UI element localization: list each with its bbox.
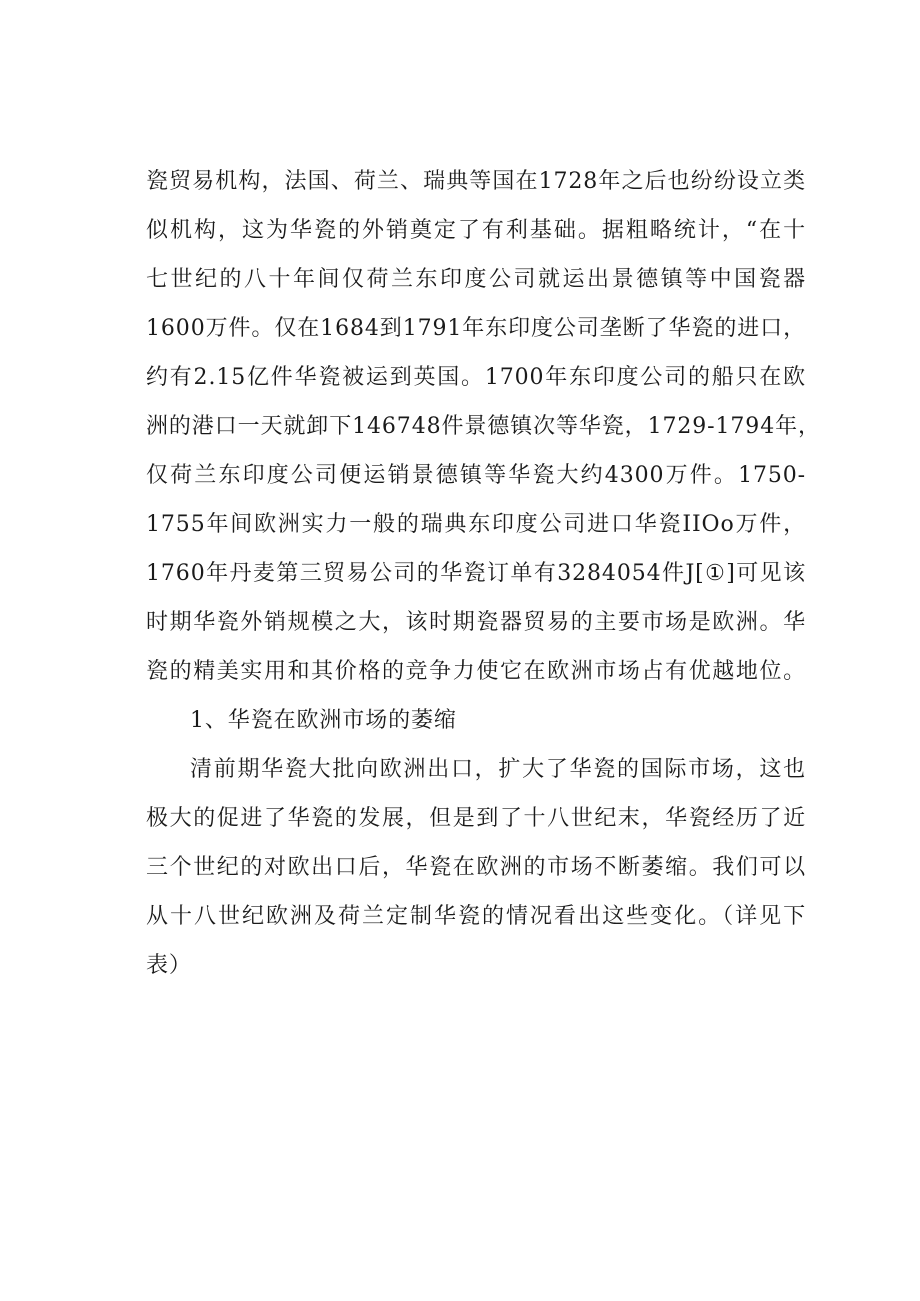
paragraph-1-line: 约有2.15亿件华瓷被运到英国。1700年东印度公司的船只在欧 xyxy=(146,365,806,390)
paragraph-1-line: 洲的港口一天就卸下146748件景德镇次等华瓷，1729-1794年， xyxy=(146,414,821,439)
paragraph-1-line: 1600万件。仅在1684到1791年东印度公司垄断了华瓷的进口， xyxy=(146,316,806,341)
paragraph-2-line: 三个世纪的对欧出口后，华瓷在欧洲的市场不断萎缩。我们可以 xyxy=(146,855,806,880)
paragraph-2-line: 极大的促进了华瓷的发展，但是到了十八世纪末，华瓷经历了近 xyxy=(146,806,806,831)
paragraph-1-line: 似机构，这为华瓷的外销奠定了有利基础。据粗略统计，“在十 xyxy=(146,218,806,243)
paragraph-2-line: 清前期华瓷大批向欧洲出口，扩大了华瓷的国际市场，这也 xyxy=(190,757,806,782)
paragraph-1-line: 时期华瓷外销规模之大，该时期瓷器贸易的主要市场是欧洲。华 xyxy=(146,610,806,635)
paragraph-2-line: 从十八世纪欧洲及荷兰定制华瓷的情况看出这些变化。（详见下 xyxy=(146,904,806,929)
paragraph-1-line: 瓷的精美实用和其价格的竞争力使它在欧洲市场占有优越地位。 xyxy=(146,659,806,684)
paragraph-2-line: 表） xyxy=(146,953,192,978)
paragraph-1-line: 瓷贸易机构，法国、荷兰、瑞典等国在1728年之后也纷纷设立类 xyxy=(146,169,806,194)
paragraph-1-line: 1760年丹麦第三贸易公司的华瓷订单有3284054件J[①]可见该 xyxy=(146,561,806,586)
paragraph-1-line: 七世纪的八十年间仅荷兰东印度公司就运出景德镇等中国瓷器 xyxy=(146,267,806,292)
paragraph-1-line: 1755年间欧洲实力一般的瑞典东印度公司进口华瓷IIOo万件， xyxy=(146,512,806,537)
body-text xyxy=(146,157,821,990)
paragraph-1-line: 仅荷兰东印度公司便运销景德镇等华瓷大约4300万件。1750- xyxy=(146,463,806,488)
section-heading: 1、华瓷在欧洲市场的萎缩 xyxy=(190,708,457,733)
